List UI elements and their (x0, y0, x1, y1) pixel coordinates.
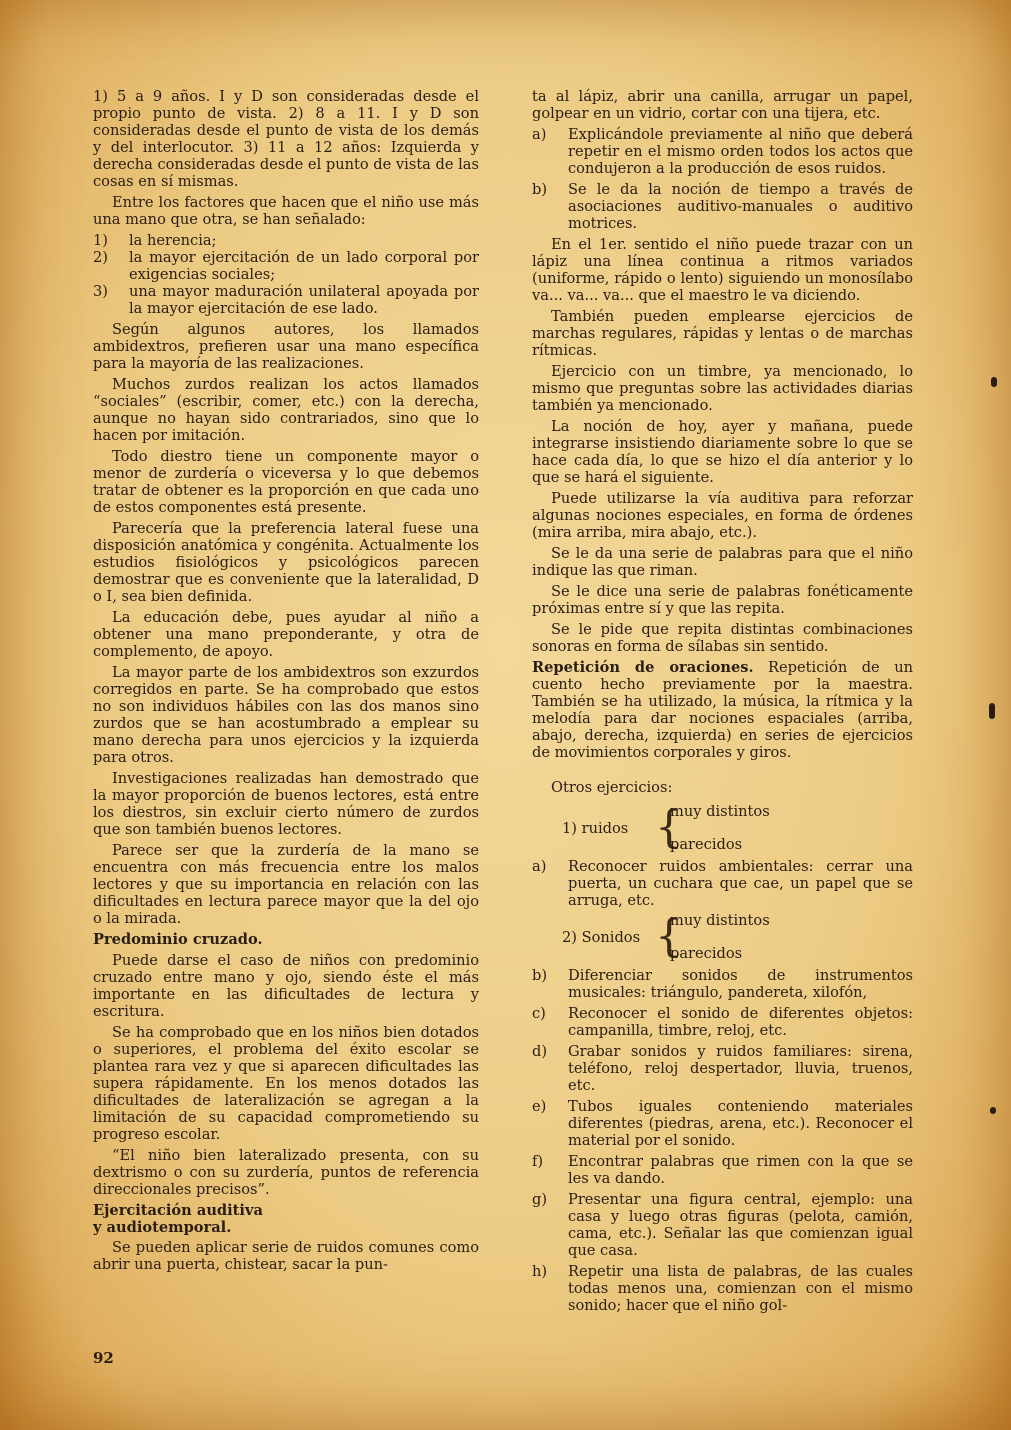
paragraph: La noción de hoy, ayer y mañana, puede integrarse insistiendo diariamente sobre lo que se hace cada día, lo que se hizo el día anterior y lo que se hará el siguiente. (532, 418, 913, 486)
margin-mark (989, 703, 995, 719)
paragraph: Muchos zurdos realizan los actos llamados “sociales” (escribir, comer, etc.) con la derecha, aunque no hayan sido contrariados, sino que lo hacen por imitación. (93, 376, 479, 444)
paragraph: Parecería que la preferencia lateral fuese una disposición anatómica y congénita. Actualmente los estudios fisiológicos y psicológicos parecen demostrar que es conveniente que la lateralidad, D o I, sea bien definida. (93, 520, 479, 605)
brace-option: parecidos (670, 945, 743, 962)
list-item: 3) una mayor maduración unilateral apoyada por la mayor ejercitación de ese lado. (93, 283, 479, 317)
margin-mark (990, 1107, 996, 1114)
paragraph: Se le pide que repita distintas combinaciones sonoras en forma de sílabas sin sentido. (532, 621, 913, 655)
paragraph: Se ha comprobado que en los niños bien dotados o superiores, el problema del éxito escolar se plantea rara vez y que si aparecen dificultades las supera rápidamente. En los menos dotados las dificultades de lateralización se agregan a la limitación de su capacidad comprometiendo su progreso escolar. (93, 1024, 479, 1143)
list-item: a) Reconocer ruidos ambientales: cerrar una puerta, un cuchara que cae, un papel que se arruga, etc. (532, 858, 913, 909)
paragraph: Otros ejercicios: (551, 779, 673, 796)
paragraph: La educación debe, pues ayudar al niño a obtener una mano preponderante, y otra de complemento, de apoyo. (93, 609, 479, 660)
paragraph: Entre los factores que hacen que el niño use más una mano que otra, se han señalado: (93, 194, 479, 228)
list-item: b) Diferenciar sonidos de instrumentos musicales: triángulo, pandereta, xilofón, (532, 967, 913, 1001)
paragraph: En el 1er. sentido el niño puede trazar con un lápiz una línea continua a ritmos variados (uniforme, rápido o lento) siguiendo un monosílabo va... va... va... que el maestro le va diciendo. (532, 236, 913, 304)
list-item: c) Reconocer el sonido de diferentes objetos: campanilla, timbre, reloj, etc. (532, 1005, 913, 1039)
brace-group-ruidos (532, 804, 913, 854)
paragraph: Repetición de oraciones. Repetición de un cuento hecho previamente por la maestra. También se ha utilizado, la música, la rítmica y la melodía para dar nociones espaciales (arriba, abajo, derecha, izquierda) en series de ejercicios de movimientos corporales y giros. (532, 659, 913, 761)
margin-mark (991, 377, 997, 387)
brace-group-sonidos (532, 913, 913, 963)
list-item: g) Presentar una figura central, ejemplo: una casa y luego otras figuras (pelota, camión, cama, etc.). Señalar las que comienzan igual que casa. (532, 1191, 913, 1259)
brace-option: muy distintos (670, 803, 770, 820)
paragraph: Se le dice una serie de palabras fonéticamente próximas entre sí y que las repita. (532, 583, 913, 617)
paragraph: Puede utilizarse la vía auditiva para reforzar algunas nociones especiales, en forma de órdenes (mira arriba, mira abajo, etc.). (532, 490, 913, 541)
list-item: b) Se le da la noción de tiempo a través de asociaciones auditivo-manuales o auditivo motrices. (532, 181, 913, 232)
list-item: 1) la herencia; (93, 232, 217, 249)
brace-icon: { (655, 802, 683, 853)
paragraph: Se le da una serie de palabras para que el niño indique las que riman. (532, 545, 913, 579)
inline-heading: Repetición de oraciones. (532, 659, 754, 676)
paragraph: 1) 5 a 9 años. I y D son consideradas desde el propio punto de vista. 2) 8 a 11. I y D son consideradas desde el punto de vista de los demás y del interlocutor. 3) 11 a 12 años: Izquierda y derecha consideradas desde el punto de vista de las cosas en sí mismas. (93, 88, 480, 190)
list-item: h) Repetir una lista de palabras, de las cuales todas menos una, comienzan con el mismo sonido; hacer que el niño gol- (532, 1263, 913, 1314)
list-item: d) Grabar sonidos y ruidos familiares: sirena, teléfono, reloj despertador, lluvia, truenos, etc. (532, 1043, 913, 1094)
list-item: e) Tubos iguales conteniendo materiales diferentes (piedras, arena, etc.). Reconocer el material por el sonido. (532, 1098, 913, 1149)
paragraph: Investigaciones realizadas han demostrado que la mayor proporción de buenos lectores, está entre los diestros, sin excluir cierto número de zurdos que son también buenos lectores. (93, 770, 479, 838)
brace-icon: { (655, 911, 683, 962)
section-heading: Predominio cruzado. (93, 931, 263, 948)
paragraph: La mayor parte de los ambidextros son exzurdos corregidos en parte. Se ha comprobado que estos no son individuos hábiles con las dos manos sino zurdos que se han acostumbrado a emplear su mano derecha para unos ejercicios y la izquierda para otros. (93, 664, 479, 766)
right-column (532, 88, 913, 1318)
left-column (93, 88, 479, 1277)
paragraph: ta al lápiz, abrir una canilla, arrugar un papel, golpear en un vidrio, cortar con una tijera, etc. (532, 88, 913, 122)
paragraph: Todo diestro tiene un componente mayor o menor de zurdería o viceversa y lo que debemos tratar de obtener es la proporción en que cada uno de estos componentes está presente. (93, 448, 479, 516)
paragraph: Puede darse el caso de niños con predominio cruzado entre mano y ojo, siendo éste el más importante en las dificultades de lectura y escritura. (93, 952, 479, 1020)
list-item: a) Explicándole previamente al niño que deberá repetir en el mismo orden todos los actos que condujeron a la producción de esos ruidos. (532, 126, 913, 177)
page-number: 92 (93, 1349, 114, 1367)
list-item: 2) la mayor ejercitación de un lado corporal por exigencias sociales; (93, 249, 479, 283)
list-item: f) Encontrar palabras que rimen con la que se les va dando. (532, 1153, 913, 1187)
paragraph: Se pueden aplicar serie de ruidos comunes como abrir una puerta, chistear, sacar la pun- (93, 1239, 479, 1273)
paragraph: Parece ser que la zurdería de la mano se encuentra con más frecuencia entre los malos lectores y que su importancia en relación con las dificultades en lectura parece mayor que la del ojo o la mirada. (93, 842, 479, 927)
paragraph: También pueden emplearse ejercicios de marchas regulares, rápidas y lentas o de marchas rítmicas. (532, 308, 913, 359)
paragraph: Según algunos autores, los llamados ambidextros, prefieren usar una mano específica para la mayoría de las realizaciones. (93, 321, 479, 372)
brace-label: 1) ruidos (562, 820, 629, 837)
quote-paragraph: “El niño bien lateralizado presenta, con su dextrismo o con su zurdería, puntos de referencia direccionales precisos”. (93, 1147, 479, 1198)
brace-label: 2) Sonidos (562, 929, 641, 946)
paragraph: Ejercicio con un timbre, ya mencionado, lo mismo que preguntas sobre las actividades diarias también ya mencionado. (532, 363, 913, 414)
brace-option: parecidos (670, 836, 743, 853)
brace-option: muy distintos (670, 912, 770, 929)
section-heading: Ejercitación auditiva y audiotemporal. (93, 1202, 263, 1236)
